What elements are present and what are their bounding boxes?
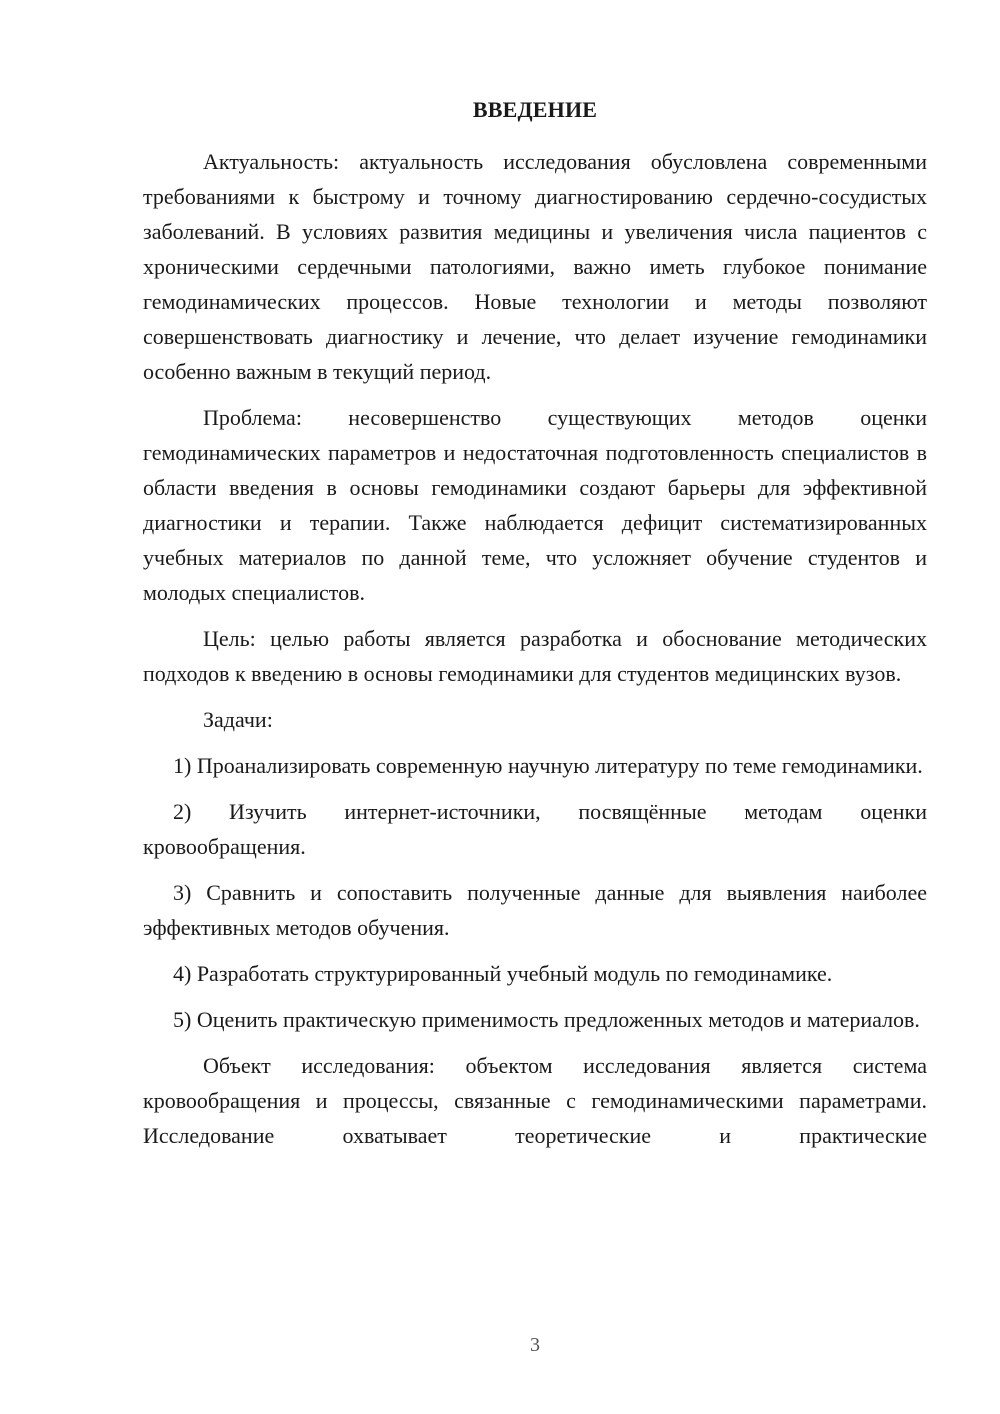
paragraph-object: Объект исследования: объектом исследования является система кровообращения и процессы, связанные с гемодинамическими параметрами. Исследование охватывает теоретические и практические — [143, 1053, 927, 1148]
tasks-heading: Задачи: — [203, 707, 273, 732]
document-page — [143, 96, 927, 1164]
task-item: 3) Сравнить и сопоставить полученные данные для выявления наиболее эффективных методов обучения. — [143, 880, 927, 940]
section-title: ВВЕДЕНИЕ — [472, 97, 598, 122]
task-item: 1) Проанализировать современную научную литературу по теме гемодинамики. — [173, 753, 923, 778]
task-item: 2) Изучить интернет-источники, посвящённые методам оценки кровообращения. — [143, 799, 927, 859]
task-item: 4) Разработать структурированный учебный модуль по гемодинамике. — [173, 961, 833, 986]
paragraph-relevance: Актуальность: актуальность исследования обусловлена современными требованиями к быстрому и точному диагностированию сердечно-сосудистых заболеваний. В условиях развития медицины и увеличения числа пациентов с хроническими сердечными патологиями, важно иметь глубокое понимание гемодинамических процессов. Новые технологии и методы позволяют совершенствовать диагностику и лечение, что делает изучение гемодинамики особенно важным в текущий период. — [143, 149, 927, 384]
paragraph-problem: Проблема: несовершенство существующих методов оценки гемодинамических параметров и недостаточная подготовленность специалистов в области введения в основы гемодинамики создают барьеры для эффективной диагностики и терапии. Также наблюдается дефицит систематизированных учебных материалов по данной теме, что усложняет обучение студентов и молодых специалистов. — [143, 405, 927, 605]
paragraph-goal: Цель: целью работы является разработка и обоснование методических подходов к введению в основы гемодинамики для студентов медицинских вузов. — [143, 626, 927, 686]
page-number: 3 — [530, 1334, 540, 1356]
task-item: 5) Оценить практическую применимость предложенных методов и материалов. — [173, 1007, 920, 1032]
